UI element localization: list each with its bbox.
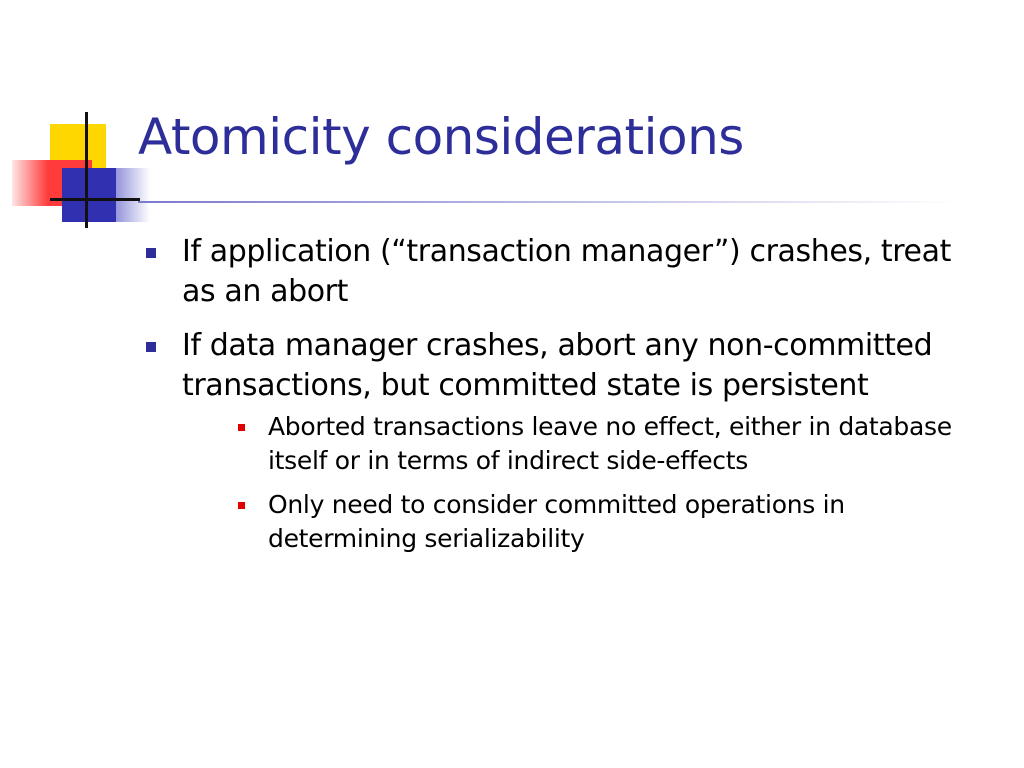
slide-logo-decoration [0,0,150,240]
sub-bullet-text: Only need to consider committed operations in determining serializability [268,490,845,553]
title-underline [138,201,958,203]
bullet-item [140,326,990,556]
logo-blue-fade [116,168,150,222]
logo-blue-square [62,168,116,222]
bullet-square-icon [146,248,156,258]
bullet-text: If application (“transaction manager”) crashes, treat as an abort [182,234,951,309]
bullet-list [140,232,990,570]
sub-bullet-text: Aborted transactions leave no effect, either in database itself or in terms of indirect side-effects [268,412,952,475]
sub-bullet-square-icon [238,424,245,431]
logo-horizontal-line [50,198,140,201]
sub-bullet-square-icon [238,502,245,509]
sub-bullet-list [182,410,990,556]
bullet-item [140,232,990,312]
bullet-square-icon [146,342,156,352]
sub-bullet-item [182,410,990,478]
slide-title: Atomicity considerations [138,108,744,166]
bullet-text: If data manager crashes, abort any non-committed transactions, but committed state is persistent [182,328,933,403]
logo-vertical-line [85,112,88,228]
sub-bullet-item [182,488,990,556]
